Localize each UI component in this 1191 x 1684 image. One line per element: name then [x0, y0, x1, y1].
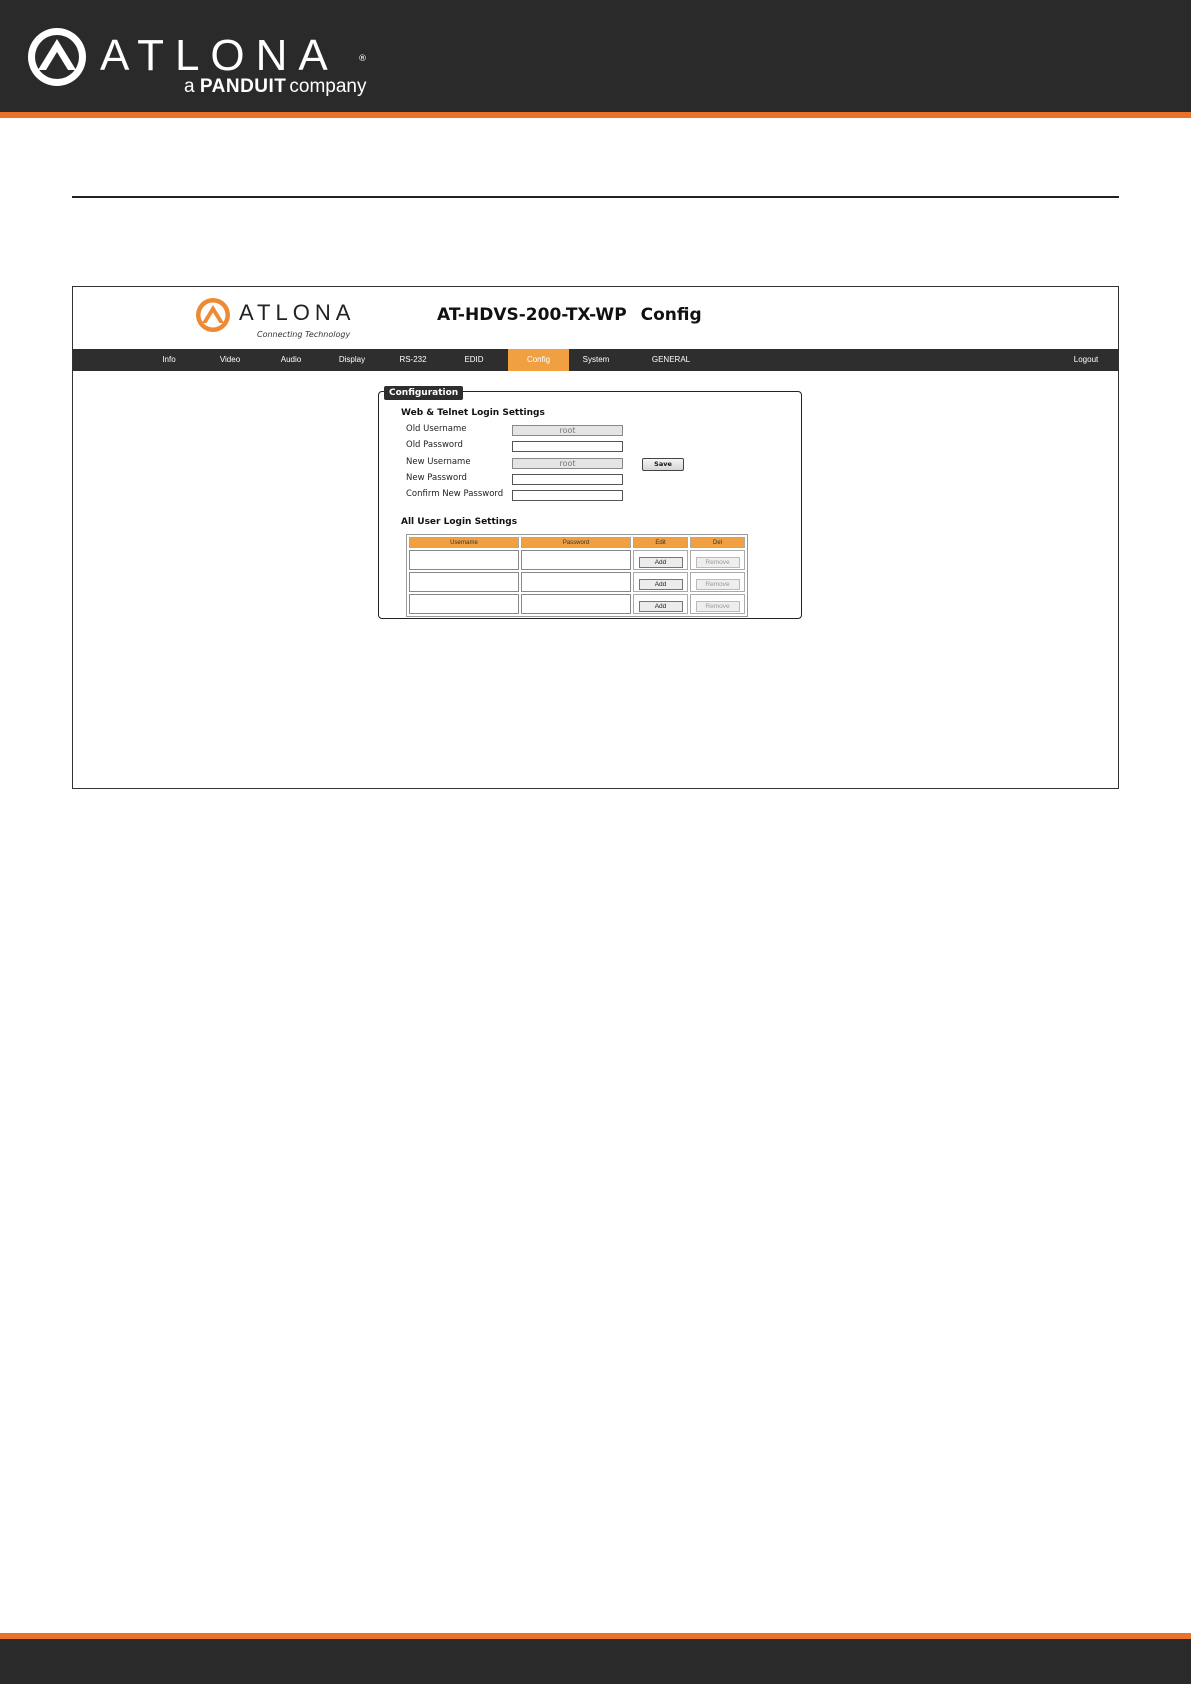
- add-button[interactable]: Add: [639, 579, 683, 590]
- section-divider: [72, 196, 1119, 198]
- user-settings-title: All User Login Settings: [401, 517, 518, 527]
- tab-audio[interactable]: Audio: [280, 355, 302, 364]
- password-cell[interactable]: [521, 594, 631, 614]
- tab-edid[interactable]: EDID: [464, 355, 484, 364]
- web-ui-screenshot: [72, 286, 1119, 789]
- old-password-field[interactable]: [512, 441, 623, 452]
- remove-button[interactable]: Remove: [696, 557, 740, 568]
- save-button[interactable]: Save: [642, 458, 684, 471]
- column-header-edit: Edit: [633, 537, 688, 548]
- tab-display[interactable]: Display: [338, 355, 366, 364]
- document-header: [0, 0, 1191, 118]
- logout-link[interactable]: Logout: [1073, 355, 1099, 364]
- username-cell[interactable]: [409, 594, 519, 614]
- confirm-password-label: Confirm New Password: [406, 489, 504, 499]
- new-username-field[interactable]: [512, 458, 623, 469]
- old-username-label: Old Username: [406, 424, 467, 434]
- tab-config[interactable]: Config: [508, 349, 569, 371]
- app-logo-tagline: Connecting Technology: [257, 330, 351, 339]
- page-title: [437, 305, 702, 325]
- table-row: [409, 572, 745, 592]
- table-row: [409, 594, 745, 614]
- atlona-logo-icon: [195, 297, 231, 333]
- atlona-logo-icon: [26, 26, 88, 88]
- column-header-username: Username: [409, 537, 519, 548]
- confirm-password-field[interactable]: [512, 490, 623, 501]
- username-cell[interactable]: [409, 550, 519, 570]
- users-table: [406, 534, 748, 617]
- old-password-label: Old Password: [406, 440, 463, 450]
- tagline-suffix: company: [289, 76, 367, 97]
- old-username-field[interactable]: [512, 425, 623, 436]
- configuration-panel: [378, 388, 802, 619]
- brand-wordmark: ATLONA: [100, 31, 339, 80]
- app-logo: [195, 297, 385, 337]
- password-cell[interactable]: [521, 550, 631, 570]
- new-username-label: New Username: [406, 457, 471, 467]
- table-header-row: [409, 537, 745, 548]
- tab-video[interactable]: Video: [219, 355, 241, 364]
- column-header-password: Password: [521, 537, 631, 548]
- model-name: AT-HDVS-200-TX-WP: [437, 305, 627, 325]
- tab-general[interactable]: GENERAL: [651, 355, 691, 364]
- page-name: Config: [640, 305, 702, 325]
- add-button[interactable]: Add: [639, 601, 683, 612]
- del-cell: [690, 594, 745, 614]
- edit-cell: [633, 572, 688, 592]
- tagline-prefix: a: [184, 76, 195, 97]
- remove-button[interactable]: Remove: [696, 601, 740, 612]
- password-cell[interactable]: [521, 572, 631, 592]
- edit-cell: [633, 594, 688, 614]
- registered-mark: ®: [358, 54, 367, 64]
- add-button[interactable]: Add: [639, 557, 683, 568]
- top-nav: [73, 349, 1118, 371]
- remove-button[interactable]: Remove: [696, 579, 740, 590]
- edit-cell: [633, 550, 688, 570]
- username-cell[interactable]: [409, 572, 519, 592]
- tab-info[interactable]: Info: [162, 355, 176, 364]
- document-footer: [0, 1633, 1191, 1684]
- login-settings-title: Web & Telnet Login Settings: [401, 408, 545, 418]
- brand-tagline: [184, 76, 367, 98]
- panel-legend: Configuration: [384, 386, 463, 400]
- new-password-label: New Password: [406, 473, 467, 483]
- new-password-field[interactable]: [512, 474, 623, 485]
- column-header-del: Del: [690, 537, 745, 548]
- table-row: [409, 550, 745, 570]
- tab-system[interactable]: System: [582, 355, 610, 364]
- tagline-brand: PANDUIT: [199, 76, 287, 97]
- del-cell: [690, 550, 745, 570]
- tab-rs232[interactable]: RS-232: [399, 355, 427, 364]
- app-logo-wordmark: ATLONA: [239, 300, 356, 325]
- del-cell: [690, 572, 745, 592]
